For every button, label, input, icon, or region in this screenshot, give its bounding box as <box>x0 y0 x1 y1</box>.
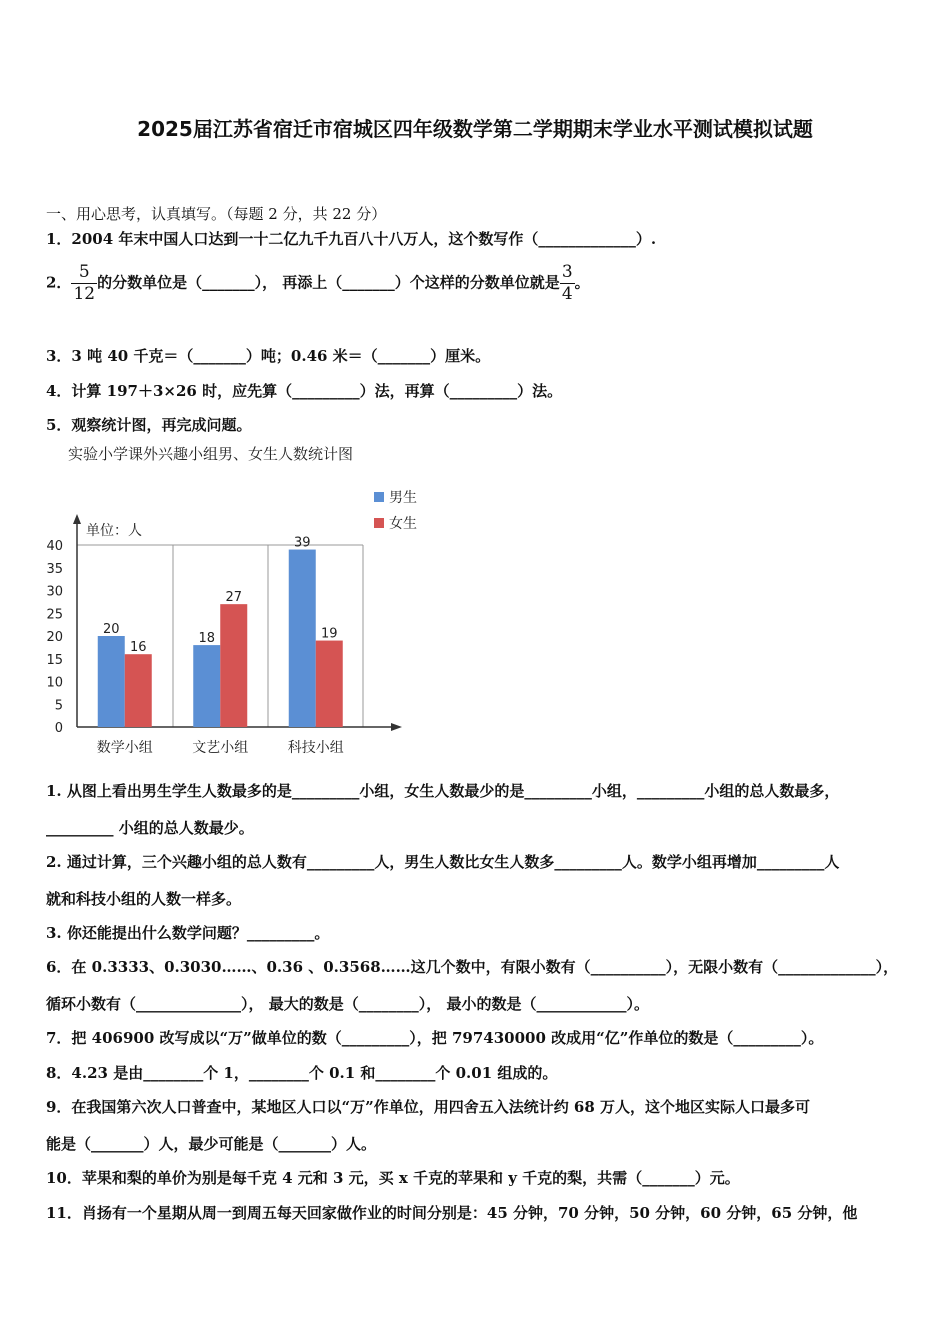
question-11: 11．肖扬有一个星期从周一到周五每天回家做作业的时间分别是：45 分钟，70 分钟，50 分钟，60 分钟，65 分钟，他 <box>46 1204 858 1222</box>
subquestion-2-line-1: 2. 通过计算，三个兴趣小组的总人数有_________人，男生人数比女生人数多_________人。数学小组再增加_________人 <box>46 853 840 871</box>
fraction-numerator: 5 <box>71 262 97 284</box>
q2-suffix: 。 <box>574 273 590 292</box>
bar-boys-3 <box>289 550 316 727</box>
bar-value-label: 16 <box>129 640 147 656</box>
fraction-5-12 <box>71 262 97 305</box>
y-tick-label: 35 <box>46 561 63 577</box>
fraction-numerator: 3 <box>561 262 573 282</box>
bar-value-label: 19 <box>320 626 338 642</box>
question-6-line-1: 6．在 0.3333、0.3030……、0.36 、0.3568……这几个数中，有限小数有（__________），无限小数有（_____________）， <box>46 958 899 976</box>
bar-boys-2 <box>193 645 220 727</box>
bar-value-label: 39 <box>293 535 311 551</box>
bar-value-label: 20 <box>102 622 120 637</box>
question-7: 7．把 406900 改写成以“万”做单位的数（_________），把 797430000 改成用“亿”作单位的数是（_________）。 <box>46 1029 824 1047</box>
question-1: 1．2004 年末中国人口达到一十二亿九千九百八十八万人，这个数写作（_____________）. <box>46 230 657 248</box>
subquestion-2-line-2: 就和科技小组的人数一样多。 <box>46 890 242 908</box>
question-8: 8．4.23 是由________个 1，________个 0.1 和________个 0.01 组成的。 <box>46 1064 558 1082</box>
y-tick-label: 0 <box>54 721 63 736</box>
bar-value-label: 18 <box>198 631 216 647</box>
x-axis-arrow <box>391 723 402 731</box>
bar-boys-1 <box>98 636 125 727</box>
y-tick-label: 25 <box>46 607 63 623</box>
question-6-line-2: 循环小数有（______________）， 最大的数是（________）， 最小的数是（____________）。 <box>46 995 649 1013</box>
legend-label-girls: 女生 <box>389 516 417 532</box>
unit-label: 单位：人 <box>86 523 142 539</box>
y-tick-label: 20 <box>46 630 63 645</box>
subquestion-1-line-2: _________ 小组的总人数最少。 <box>46 819 254 837</box>
legend-label-boys: 男生 <box>389 490 417 506</box>
bar-girls-3 <box>316 641 343 727</box>
question-5: 5．观察统计图，再完成问题。 <box>46 416 252 434</box>
bar-girls-2 <box>220 604 247 727</box>
bar-chart <box>40 480 440 770</box>
fraction-denominator: 4 <box>561 284 573 304</box>
y-axis-arrow <box>73 514 81 524</box>
y-tick-label: 40 <box>46 539 63 554</box>
y-tick-label: 5 <box>54 698 63 714</box>
legend-swatch-girls <box>374 518 384 528</box>
chart-title: 实验小学课外兴趣小组男、女生人数统计图 <box>68 445 354 463</box>
x-category-label: 文艺小组 <box>192 740 249 756</box>
question-9-line-1: 9．在我国第六次人口普查中，某地区人口以“万”作单位，用四舍五入法统计约 68 万人，这个地区实际人口最多可 <box>46 1098 811 1116</box>
q2-middle: 的分数单位是（_______）， 再添上（_______）个这样的分数单位就是 <box>97 273 560 292</box>
page-title: 2025届江苏省宿迁市宿城区四年级数学第二学期期末学业水平测试模拟试题 <box>137 117 813 141</box>
bar-value-label: 27 <box>225 590 243 606</box>
legend-swatch-boys <box>374 492 384 502</box>
fraction-denominator: 12 <box>73 284 96 304</box>
question-3: 3．3 吨 40 千克＝（_______）吨；0.46 米＝（_______）厘米。 <box>46 347 491 365</box>
fraction-3-4 <box>560 262 575 305</box>
subquestion-1-line-1: 1. 从图上看出男生学生人数最多的是_________小组，女生人数最少的是_________小组，_________小组的总人数最多， <box>46 782 840 800</box>
question-9-line-2: 能是（_______）人，最少可能是（_______）人。 <box>46 1135 377 1153</box>
question-4: 4．计算 197＋3×26 时，应先算（_________）法，再算（_________）法。 <box>46 382 563 400</box>
bar-girls-1 <box>125 654 152 727</box>
x-category-label: 数学小组 <box>96 740 153 756</box>
question-10: 10．苹果和梨的单价为别是每千克 4 元和 3 元，买 x 千克的苹果和 y 千克的梨，共需（_______）元。 <box>46 1169 740 1187</box>
y-tick-label: 15 <box>46 652 63 668</box>
y-tick-label: 10 <box>46 675 63 691</box>
subquestion-3: 3. 你还能提出什么数学问题？_________。 <box>46 924 330 942</box>
q2-prefix: 2． <box>46 273 72 292</box>
section-heading: 一、用心思考，认真填写。（每题 2 分，共 22 分） <box>46 205 387 223</box>
x-category-label: 科技小组 <box>287 740 344 756</box>
y-tick-label: 30 <box>46 584 63 600</box>
question-2 <box>46 262 590 305</box>
